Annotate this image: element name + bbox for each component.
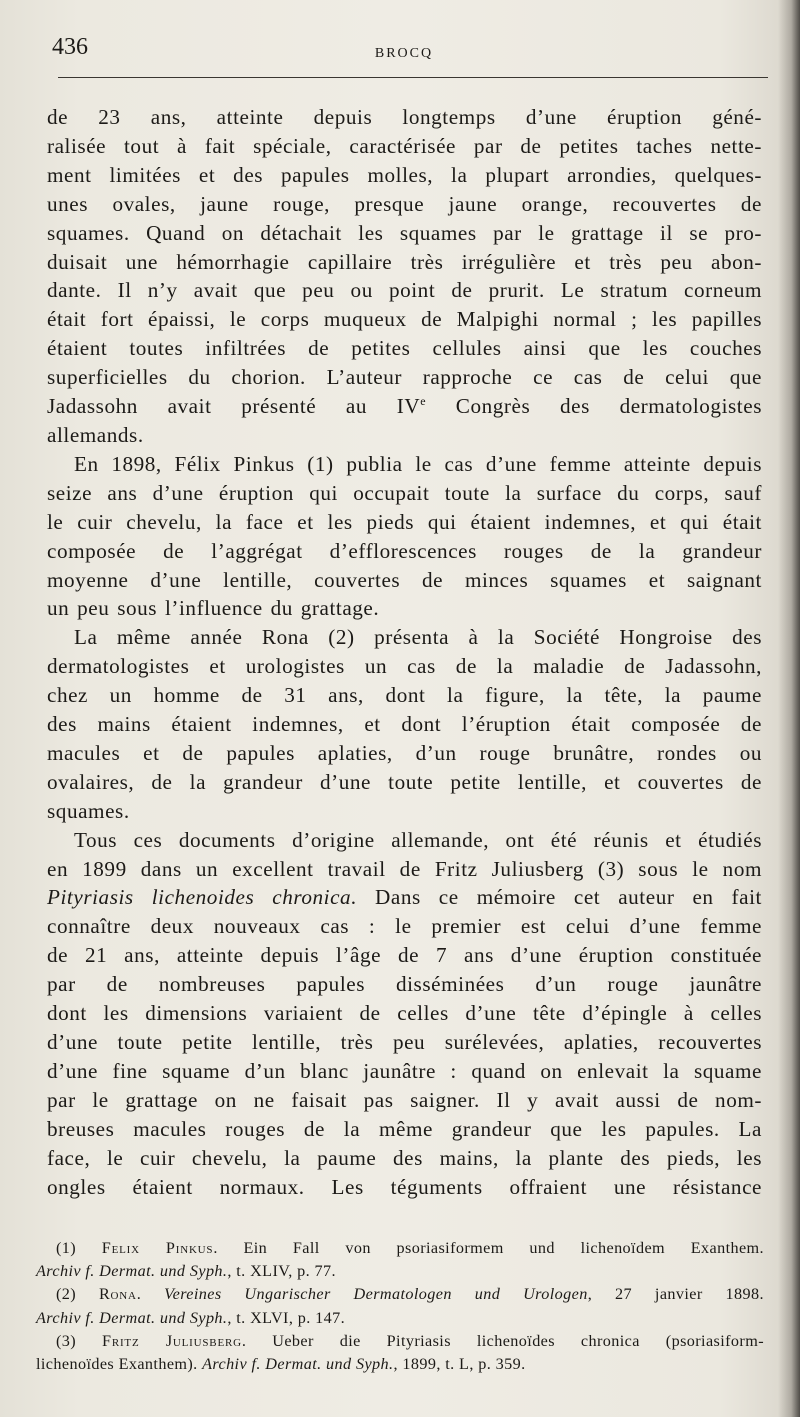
body-line: dante. Il n’y avait que peu ou point de prurit. Le stratum corneum — [47, 278, 762, 303]
body-line: ongles étaient normaux. Les téguments offraient une résistance — [47, 1174, 762, 1199]
body-line: unes ovales, jaune rouge, presque jaune orange, recouvertes de — [47, 191, 762, 216]
footnote-continuation: Archiv f. Dermat. und Syph., t. XLIV, p. 77. — [36, 1262, 336, 1281]
page-number: 436 — [52, 34, 88, 60]
body-line: Pityriasis lichenoides chronica. Dans ce mémoire cet auteur en fait — [47, 885, 762, 910]
body-line: moyenne d’une lentille, couvertes de minces squames et saignant — [47, 567, 762, 592]
page-header — [48, 30, 760, 70]
body-line: étaient toutes infiltrées de petites cellules ainsi que les couches — [47, 336, 762, 361]
body-line: était fort épaissi, le corps muqueux de Malpighi normal ; les papilles — [47, 307, 762, 332]
body-line: le cuir chevelu, la face et les pieds qui étaient indemnes, et qui était — [47, 509, 762, 534]
body-line: seize ans d’une éruption qui occupait toute la surface du corps, sauf — [47, 480, 762, 505]
body-line: d’une toute petite lentille, très peu surélevées, aplaties, recouvertes — [47, 1030, 762, 1054]
body-line: par de nombreuses papules disséminées d’un rouge jaunâtre — [47, 972, 762, 997]
body-line: un peu sous l’influence du grattage. — [47, 596, 380, 621]
body-line: composée de l’aggrégat d’efflorescences rouges de la grandeur — [47, 538, 762, 563]
body-line: En 1898, Félix Pinkus (1) publia le cas d’une femme atteinte depuis — [74, 451, 762, 476]
body-line: squames. Quand on détachait les squames par le grattage il se pro- — [47, 220, 762, 245]
body-line: superficielles du chorion. L’auteur rapproche ce cas de celui que — [47, 365, 762, 390]
body-line: La même année Rona (2) présenta à la Société Hongroise des — [74, 625, 762, 650]
body-line: ovalaires, de la grandeur d’une toute petite lentille, et couvertes de — [47, 769, 762, 794]
body-line: connaître deux nouveaux cas : le premier est celui d’une femme — [47, 914, 762, 939]
footnotes — [30, 1237, 764, 1376]
header-rule — [58, 77, 768, 78]
running-head: BROCQ — [374, 46, 434, 61]
body-line: face, le cuir chevelu, la paume des mains, la plante des pieds, les — [47, 1145, 762, 1170]
body-line: duisait une hémorrhagie capillaire très irrégulière et très peu abon- — [47, 249, 762, 274]
book-spine-shadow — [778, 0, 800, 1417]
body-line: de 23 ans, atteinte depuis longtemps d’une éruption géné- — [47, 105, 762, 129]
footnote-entry: (2) Rona. Vereines Ungarischer Dermatologen und Urologen, 27 janvier 1898. — [56, 1285, 764, 1304]
footnote-continuation: lichenoïdes Exanthem). Archiv f. Dermat. und Syph., 1899, t. L, p. 359. — [36, 1355, 526, 1374]
body-text — [47, 103, 762, 1201]
body-line: par le grattage on ne faisait pas saigner. Il y avait aussi de nom- — [47, 1087, 762, 1112]
body-line: dont les dimensions variaient de celles d’une tête d’épingle à celles — [47, 1001, 762, 1026]
body-line: macules et de papules aplaties, d’un rouge brunâtre, rondes ou — [47, 740, 762, 765]
body-line: Tous ces documents d’origine allemande, ont été réunis et étudiés — [74, 827, 762, 852]
body-line: breuses macules rouges de la même grandeur que les papules. La — [47, 1116, 762, 1141]
footnote-entry: (3) Fritz Juliusberg. Ueber die Pityriasis lichenoïdes chronica (psoriasiform- — [56, 1331, 764, 1350]
body-line: squames. — [47, 798, 130, 823]
body-line: en 1899 dans un excellent travail de Fritz Juliusberg (3) sous le nom — [47, 856, 762, 881]
footnote-continuation: Archiv f. Dermat. und Syph., t. XLVI, p. 147. — [36, 1308, 346, 1327]
body-line: dermatologistes et urologistes un cas de la maladie de Jadassohn, — [47, 654, 762, 679]
footnote-entry: (1) Felix Pinkus. Ein Fall von psoriasiformem und lichenoïdem Exanthem. — [56, 1239, 764, 1257]
body-line: Jadassohn avait présenté au IVe Congrès des dermatologistes — [47, 394, 762, 419]
body-line: ment limitées et des papules molles, la plupart arrondies, quelques- — [47, 162, 762, 187]
body-line: de 21 ans, atteinte depuis l’âge de 7 ans d’une éruption constituée — [47, 943, 762, 968]
body-line: ralisée tout à fait spéciale, caractérisée par de petites taches nette- — [47, 133, 762, 158]
body-line: d’une fine squame d’un blanc jaunâtre : quand on enlevait la squame — [47, 1058, 762, 1083]
body-line: chez un homme de 31 ans, dont la figure, la tête, la paume — [47, 683, 762, 708]
body-line: des mains étaient indemnes, et dont l’éruption était composée de — [47, 712, 762, 737]
body-line: allemands. — [47, 422, 144, 447]
